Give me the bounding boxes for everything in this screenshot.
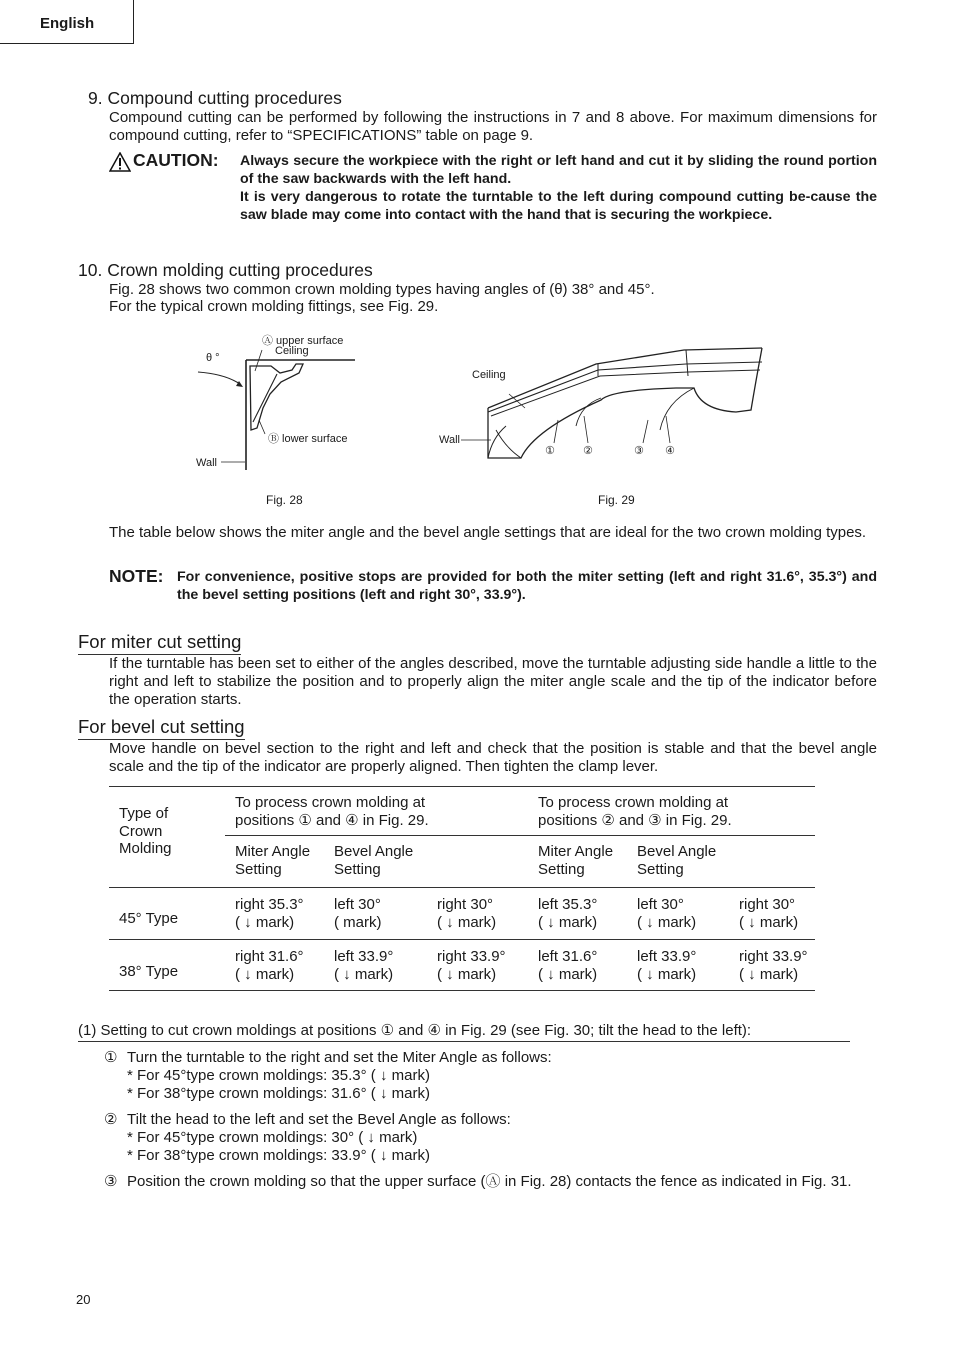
procedure-step-2 xyxy=(104,1111,884,1165)
group1-header: To process crown molding at positions ① and ④ in Fig. 29. xyxy=(235,794,429,829)
type-header: Type of Crown Molding xyxy=(119,805,172,857)
fig28-wall-label: Wall xyxy=(196,457,217,469)
fig29-wall-label: Wall xyxy=(439,434,460,446)
section10-line1: Fig. 28 shows two common crown molding types having angles of (θ) 38° and 45°. xyxy=(109,281,655,298)
fig28-lower-surface-label: Ⓑ lower surface xyxy=(268,433,348,445)
language-tab: English xyxy=(0,0,134,44)
procedure-step-1 xyxy=(104,1049,884,1103)
fig28-caption: Fig. 28 xyxy=(266,493,303,507)
fig29-position-4: ④ xyxy=(665,445,675,457)
row-38-cell-1: right 31.6° ( ↓ mark) xyxy=(235,948,304,983)
step-1-number: ① xyxy=(104,1049,118,1066)
bevel-body: Move handle on bevel section to the right and left and check that the position is stable and that the bevel angle scale and the tip of the indicator are properly aligned. Then tighten the clamp lever. xyxy=(109,740,877,775)
row-38-cell-4: left 31.6° ( ↓ mark) xyxy=(538,948,598,983)
fig28-theta-label: θ ° xyxy=(206,352,220,364)
row-45-cell-5: left 30° ( ↓ mark) xyxy=(637,896,697,931)
caution-text-1: Always secure the workpiece with the right or left hand and cut it by sliding the round portion of the saw backwards with the left hand. xyxy=(240,153,877,187)
row-38-type: 38° Type xyxy=(119,963,179,980)
miter-header-1: Miter Angle Setting xyxy=(235,843,311,878)
row-45-cell-6: right 30° ( ↓ mark) xyxy=(739,896,799,931)
row-45-cell-2: left 30° ( mark) xyxy=(334,896,382,931)
section9-body: Compound cutting can be performed by following the instructions in 7 and 8 above. For maximum dimensions for compound cutting, refer to “SPECIFICATIONS” table on page 9. xyxy=(109,109,877,144)
fig28-ceiling-label: Ceiling xyxy=(275,345,309,357)
fig28-upper-surface-label: Ⓐ upper surface xyxy=(262,335,344,347)
bevel-header-1: Bevel Angle Setting xyxy=(334,843,414,878)
row-45-cell-3: right 30° ( ↓ mark) xyxy=(437,896,497,931)
fig29-position-1: ① xyxy=(545,445,555,457)
step-1-sub-a: * For 45°type crown moldings: 35.3° ( ↓ mark) xyxy=(127,1067,430,1084)
row-38-cell-3: right 33.9° ( ↓ mark) xyxy=(437,948,506,983)
step-2-text: Tilt the head to the left and set the Bevel Angle as follows: xyxy=(127,1111,511,1128)
step-1-text: Turn the turntable to the right and set the Miter Angle as follows: xyxy=(127,1049,552,1066)
step-2-sub-b: * For 38°type crown moldings: 33.9° ( ↓ mark) xyxy=(127,1147,430,1164)
step-2-sub-a: * For 45°type crown moldings: 30° ( ↓ mark) xyxy=(127,1129,418,1146)
note-text: For convenience, positive stops are provided for both the miter setting (left and right 31.6°, 35.3°) and the bevel setting positions (left and right 30°, 33.9°). xyxy=(177,569,877,603)
miter-title: For miter cut setting xyxy=(78,631,241,655)
fig29-ceiling-label: Ceiling xyxy=(472,369,506,381)
row-45-cell-1: right 35.3° ( ↓ mark) xyxy=(235,896,304,931)
row-38-cell-2: left 33.9° ( ↓ mark) xyxy=(334,948,394,983)
fig29-diagram xyxy=(436,340,766,465)
row-38-cell-6: right 33.9° ( ↓ mark) xyxy=(739,948,808,983)
page-number: 20 xyxy=(76,1292,91,1307)
caution-text-2: It is very dangerous to rotate the turntable to the left during compound cutting be-cause the saw blade may come into contact with the hand that is securing the workpiece. xyxy=(240,189,877,223)
step-1-sub-b: * For 38°type crown moldings: 31.6° ( ↓ mark) xyxy=(127,1085,430,1102)
row-45-type: 45° Type xyxy=(119,910,179,927)
miter-header-2: Miter Angle Setting xyxy=(538,843,614,878)
section9-title: 9. Compound cutting procedures xyxy=(88,88,342,108)
group2-header: To process crown molding at positions ② and ③ in Fig. 29. xyxy=(538,794,732,829)
crown-settings-table xyxy=(109,786,815,991)
bevel-title: For bevel cut setting xyxy=(78,716,245,740)
step-3-text: Position the crown molding so that the upper surface (Ⓐ in Fig. 28) contacts the fence as indicated in Fig. 31. xyxy=(127,1173,852,1190)
procedure-title: (1) Setting to cut crown moldings at positions ① and ④ in Fig. 29 (see Fig. 30; tilt the head to the left): xyxy=(78,1022,850,1042)
row-38-cell-5: left 33.9° ( ↓ mark) xyxy=(637,948,697,983)
fig29-position-3: ③ xyxy=(634,445,644,457)
warning-triangle-icon xyxy=(109,152,131,172)
bevel-header-2: Bevel Angle Setting xyxy=(637,843,717,878)
table-intro: The table below shows the miter angle and the bevel angle settings that are ideal for the two crown molding types. xyxy=(109,524,867,541)
note-label: NOTE: xyxy=(109,566,164,586)
section10-line2: For the typical crown molding fittings, see Fig. 29. xyxy=(109,298,439,315)
section10-title: 10. Crown molding cutting procedures xyxy=(78,260,373,280)
miter-body: If the turntable has been set to either of the angles described, move the turntable adjusting side handle a little to the right and left to stabilize the position and to properly align the miter angle scale and the tip of the indicator before the operation starts. xyxy=(109,655,877,708)
row-45-cell-4: left 35.3° ( ↓ mark) xyxy=(538,896,598,931)
step-2-number: ② xyxy=(104,1111,118,1128)
crown-molding-fitting-drawing xyxy=(436,340,766,465)
fig29-position-2: ② xyxy=(583,445,593,457)
fig29-caption: Fig. 29 xyxy=(598,493,635,507)
caution-label: CAUTION: xyxy=(133,150,219,170)
step-3-number: ③ xyxy=(104,1173,118,1190)
procedure-step-3 xyxy=(104,1173,877,1191)
fig28-diagram xyxy=(195,330,385,475)
